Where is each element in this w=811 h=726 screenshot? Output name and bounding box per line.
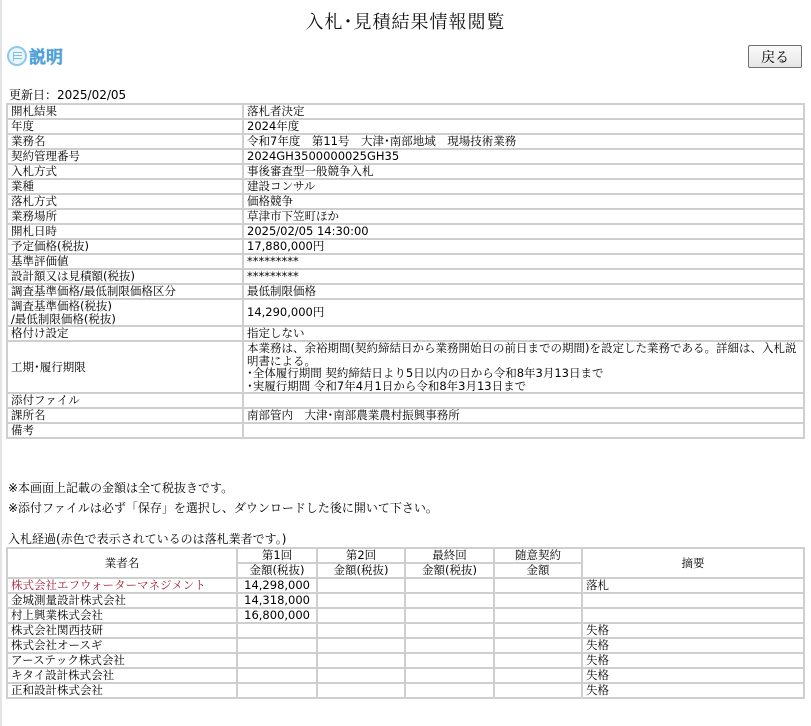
info-label: 調査基準価格/最低制限価格区分 bbox=[7, 284, 243, 299]
negotiated-amount bbox=[494, 638, 582, 653]
info-value: 落札者決定 bbox=[243, 104, 804, 119]
bid-row bbox=[7, 638, 804, 653]
company-name: 株式会社オースギ bbox=[7, 638, 237, 653]
info-label bbox=[7, 299, 243, 326]
info-label: 予定価格(税抜) bbox=[7, 239, 243, 254]
info-value: 事後審査型一般競争入札 bbox=[243, 164, 804, 179]
remarks: 失格 bbox=[582, 668, 804, 683]
round1-amount bbox=[237, 638, 317, 653]
bid-row bbox=[7, 593, 804, 608]
bid-row bbox=[7, 653, 804, 668]
round1-amount: 14,298,000 bbox=[237, 578, 317, 593]
round2-amount bbox=[317, 578, 405, 593]
header-negotiated: 随意契約 bbox=[494, 548, 582, 563]
info-row bbox=[7, 149, 804, 164]
info-label: 業務名 bbox=[7, 134, 243, 149]
info-label: 業種 bbox=[7, 179, 243, 194]
header-round2: 第2回 bbox=[317, 548, 405, 563]
info-row bbox=[7, 393, 804, 408]
final-amount bbox=[405, 683, 494, 698]
company-name: 正和設計株式会社 bbox=[7, 683, 237, 698]
header-negotiated-amount: 金額 bbox=[494, 563, 582, 578]
info-label: 格付け設定 bbox=[7, 326, 243, 341]
period-note: 本業務は、余裕期間(契約締結日から業務開始日の前日までの期間)を設定した業務である。詳細は、入札説明書による。 bbox=[247, 341, 797, 368]
attachment-note: ※添付ファイルは必ず「保存」を選択し、ダウンロードした後に開いて下さい。 bbox=[8, 501, 438, 515]
company-name: 株式会社関西技研 bbox=[7, 623, 237, 638]
remarks: 失格 bbox=[582, 653, 804, 668]
company-name: 株式会社エフウォーターマネジメント bbox=[7, 578, 237, 593]
info-row bbox=[7, 164, 804, 179]
info-value: 南部管内 大津･南部農業農村振興事務所 bbox=[243, 408, 804, 423]
info-row bbox=[7, 408, 804, 423]
info-label: 業務場所 bbox=[7, 209, 243, 224]
negotiated-amount bbox=[494, 578, 582, 593]
header-round1-amount: 金額(税抜) bbox=[237, 563, 317, 578]
info-value: ********* bbox=[243, 254, 804, 269]
info-row bbox=[7, 326, 804, 341]
info-row bbox=[7, 194, 804, 209]
attachment-value bbox=[243, 393, 804, 408]
info-label: 開札結果 bbox=[7, 104, 243, 119]
round2-amount bbox=[317, 653, 405, 668]
info-row bbox=[7, 341, 804, 393]
info-value: 指定しない bbox=[243, 326, 804, 341]
header-final-amount: 金額(税抜) bbox=[405, 563, 494, 578]
info-value: 2024年度 bbox=[243, 119, 804, 134]
info-row bbox=[7, 423, 804, 438]
final-amount bbox=[405, 623, 494, 638]
tax-note: ※本画面上記載の金額は全て税抜きです。 bbox=[8, 481, 234, 495]
round2-amount bbox=[317, 668, 405, 683]
info-row bbox=[7, 269, 804, 284]
bid-row bbox=[7, 683, 804, 698]
round2-amount bbox=[317, 683, 405, 698]
info-label: 添付ファイル bbox=[7, 393, 243, 408]
info-label: 開札日時 bbox=[7, 224, 243, 239]
round1-amount bbox=[237, 668, 317, 683]
bid-history-table bbox=[6, 547, 805, 699]
round2-amount bbox=[317, 623, 405, 638]
company-name: アーステック株式会社 bbox=[7, 653, 237, 668]
info-label: 工期･履行期限 bbox=[7, 341, 243, 393]
company-name: 村上興業株式会社 bbox=[7, 608, 237, 623]
info-value: 最低制限価格 bbox=[243, 284, 804, 299]
final-amount bbox=[405, 593, 494, 608]
info-row bbox=[7, 209, 804, 224]
updated-date: 更新日：2025/02/05 bbox=[9, 88, 127, 102]
info-value: 建設コンサル bbox=[243, 179, 804, 194]
remarks: 落札 bbox=[582, 578, 804, 593]
info-label: 課所名 bbox=[7, 408, 243, 423]
final-amount bbox=[405, 668, 494, 683]
round1-amount bbox=[237, 653, 317, 668]
header-round1: 第1回 bbox=[237, 548, 317, 563]
info-value: 2025/02/05 14:30:00 bbox=[243, 224, 804, 239]
info-label: 落札方式 bbox=[7, 194, 243, 209]
round1-amount: 16,800,000 bbox=[237, 608, 317, 623]
info-value bbox=[243, 423, 804, 438]
bid-row bbox=[7, 608, 804, 623]
header-round2-amount: 金額(税抜) bbox=[317, 563, 405, 578]
remarks: 失格 bbox=[582, 683, 804, 698]
negotiated-amount bbox=[494, 653, 582, 668]
negotiated-amount bbox=[494, 623, 582, 638]
info-row bbox=[7, 299, 804, 326]
info-value: 草津市下笠町ほか bbox=[243, 209, 804, 224]
info-label-line: 調査基準価格(税抜) bbox=[11, 299, 112, 313]
header-company: 業者名 bbox=[7, 548, 237, 578]
info-label: 基準評価値 bbox=[7, 254, 243, 269]
negotiated-amount bbox=[494, 593, 582, 608]
info-label: 年度 bbox=[7, 119, 243, 134]
bid-row-winner bbox=[7, 578, 804, 593]
info-row bbox=[7, 224, 804, 239]
company-name: キタイ設計株式会社 bbox=[7, 668, 237, 683]
info-value: 17,880,000円 bbox=[243, 239, 804, 254]
remarks bbox=[582, 593, 804, 608]
help-link[interactable] bbox=[7, 43, 63, 68]
info-value: 2024GH3500000025GH35 bbox=[243, 149, 804, 164]
back-button[interactable]: 戻る bbox=[748, 45, 802, 68]
final-amount bbox=[405, 653, 494, 668]
header-final: 最終回 bbox=[405, 548, 494, 563]
round2-amount bbox=[317, 638, 405, 653]
bid-info-table bbox=[6, 103, 805, 439]
company-name: 金城測量設計株式会社 bbox=[7, 593, 237, 608]
info-value: 価格競争 bbox=[243, 194, 804, 209]
info-label-line: /最低制限価格(税抜) bbox=[11, 311, 116, 326]
info-row bbox=[7, 119, 804, 134]
info-row bbox=[7, 179, 804, 194]
document-icon bbox=[7, 46, 27, 66]
info-row bbox=[7, 134, 804, 149]
final-amount bbox=[405, 608, 494, 623]
header-remarks: 摘要 bbox=[582, 548, 804, 578]
round2-amount bbox=[317, 608, 405, 623]
final-amount bbox=[405, 638, 494, 653]
negotiated-amount bbox=[494, 608, 582, 623]
info-label: 設計額又は見積額(税抜) bbox=[7, 269, 243, 284]
remarks bbox=[582, 608, 804, 623]
round1-amount: 14,318,000 bbox=[237, 593, 317, 608]
info-label: 入札方式 bbox=[7, 164, 243, 179]
period-note: ･全体履行期間 契約締結日より5日以内の日から令和8年3月13日まで bbox=[247, 366, 604, 380]
info-label: 備考 bbox=[7, 423, 243, 438]
info-row bbox=[7, 254, 804, 269]
remarks: 失格 bbox=[582, 638, 804, 653]
info-row bbox=[7, 104, 804, 119]
remarks: 失格 bbox=[582, 623, 804, 638]
period-note: ･実履行期間 令和7年4月1日から令和8年3月13日まで bbox=[247, 378, 527, 393]
info-value bbox=[243, 341, 804, 393]
info-value: 令和7年度 第11号 大津･南部地域 現場技術業務 bbox=[243, 134, 804, 149]
window-edge bbox=[0, 0, 2, 726]
round1-amount bbox=[237, 683, 317, 698]
info-value: 14,290,000円 bbox=[243, 299, 804, 326]
round2-amount bbox=[317, 593, 405, 608]
negotiated-amount bbox=[494, 683, 582, 698]
help-label: 説明 bbox=[29, 48, 63, 68]
page-title: 入札･見積結果情報閲覧 bbox=[305, 12, 506, 33]
final-amount bbox=[405, 578, 494, 593]
round1-amount bbox=[237, 623, 317, 638]
info-label: 契約管理番号 bbox=[7, 149, 243, 164]
info-value: ********* bbox=[243, 269, 804, 284]
info-row bbox=[7, 239, 804, 254]
bid-row bbox=[7, 668, 804, 683]
info-row bbox=[7, 284, 804, 299]
bid-history-caption: 入札経過(赤色で表示されているのは落札業者です。) bbox=[8, 532, 287, 546]
bid-row bbox=[7, 623, 804, 638]
negotiated-amount bbox=[494, 668, 582, 683]
